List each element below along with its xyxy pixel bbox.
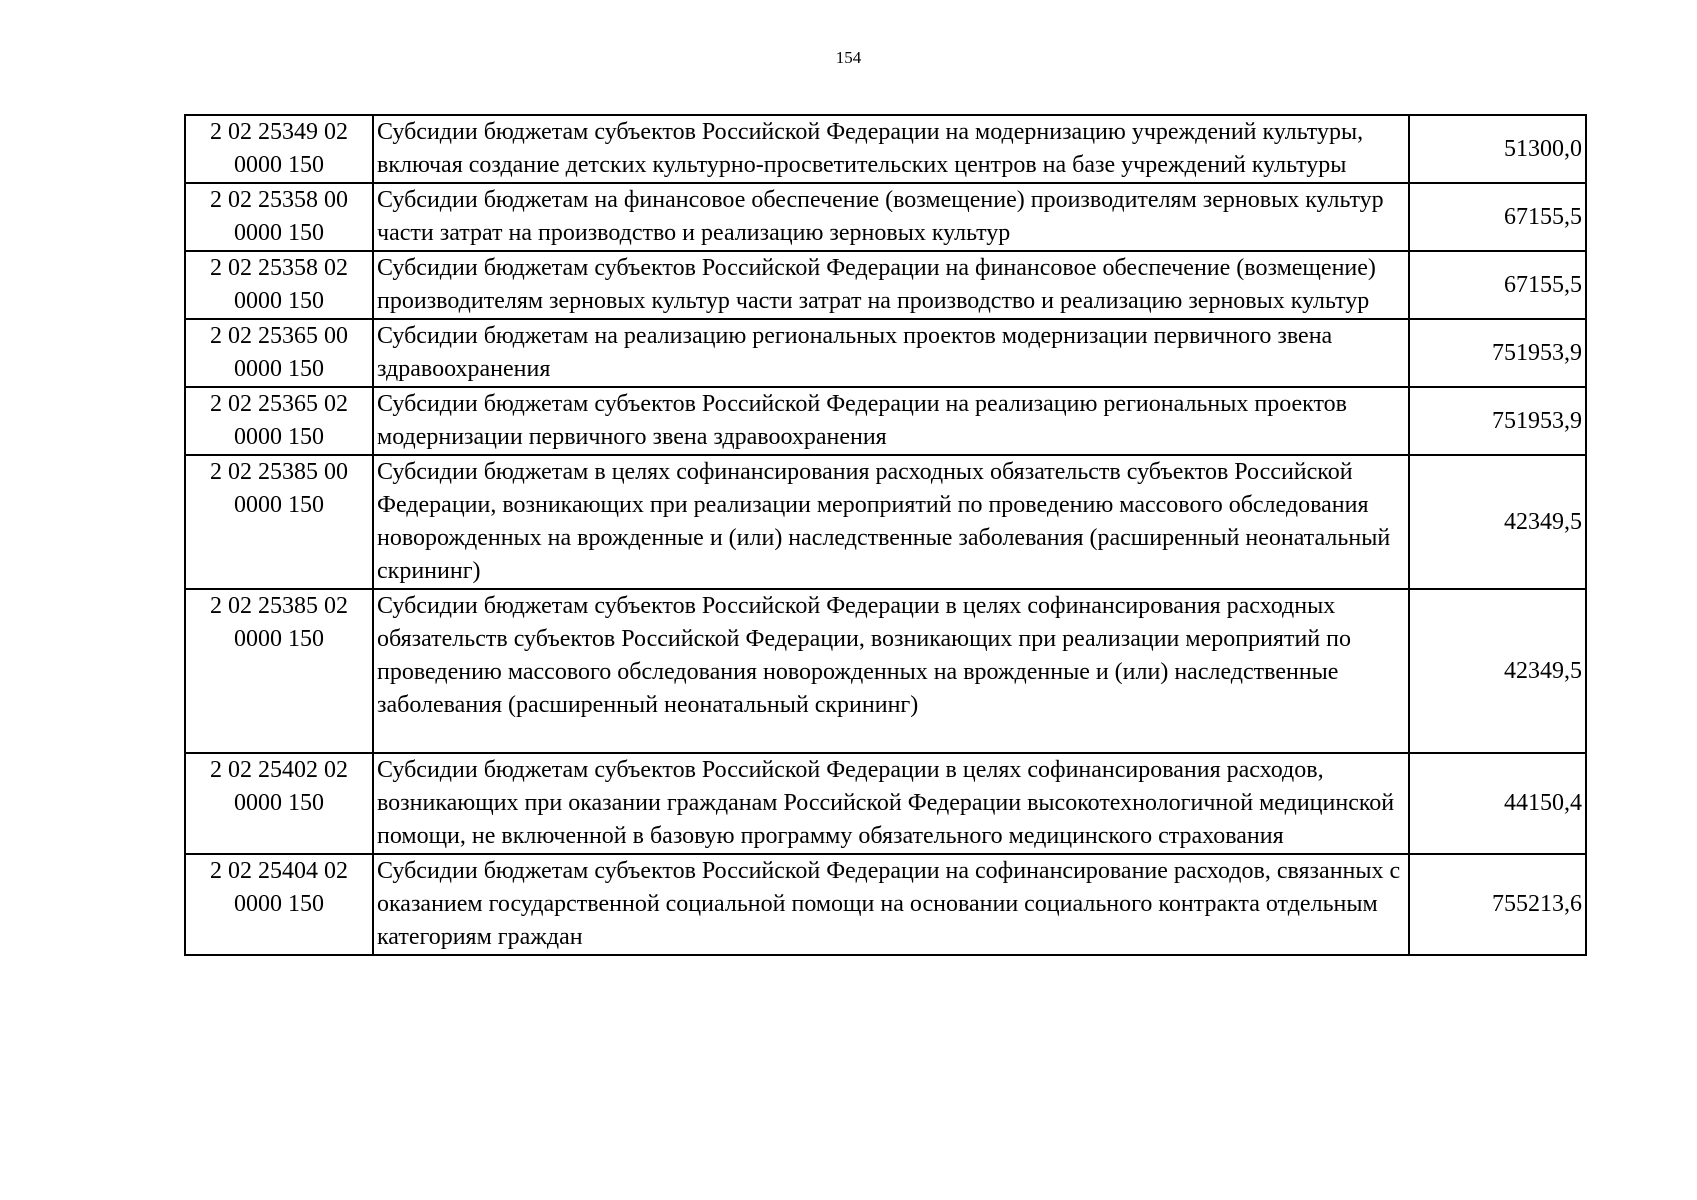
revenue-description: Субсидии бюджетам субъектов Российской Федерации на софинансирование расходов, связанных с оказанием государственной социальной помощи на основании социального контракта отдельным категориям граждан <box>373 854 1409 955</box>
revenue-code: 2 02 25349 02 0000 150 <box>185 115 373 183</box>
revenue-description: Субсидии бюджетам субъектов Российской Федерации на модернизацию учреждений культуры, включая создание детских культурно-просветительских центров на базе учреждений культуры <box>373 115 1409 183</box>
revenue-amount: 42349,5 <box>1409 589 1586 753</box>
revenue-code: 2 02 25404 02 0000 150 <box>185 854 373 955</box>
revenue-amount: 44150,4 <box>1409 753 1586 854</box>
table-row <box>185 753 1586 854</box>
revenue-code: 2 02 25365 00 0000 150 <box>185 319 373 387</box>
revenue-amount: 67155,5 <box>1409 183 1586 251</box>
table-row <box>185 455 1586 589</box>
revenue-code: 2 02 25402 02 0000 150 <box>185 753 373 854</box>
revenue-amount: 67155,5 <box>1409 251 1586 319</box>
budget-revenue-table <box>184 114 1587 956</box>
revenue-code: 2 02 25358 00 0000 150 <box>185 183 373 251</box>
revenue-code: 2 02 25365 02 0000 150 <box>185 387 373 455</box>
revenue-code: 2 02 25385 02 0000 150 <box>185 589 373 753</box>
revenue-code: 2 02 25358 02 0000 150 <box>185 251 373 319</box>
revenue-description: Субсидии бюджетам субъектов Российской Федерации в целях софинансирования расходов, возникающих при оказании гражданам Российской Федерации высокотехнологичной медицинской помощи, не включенной в базовую программу обязательного медицинского страхования <box>373 753 1409 854</box>
revenue-amount: 751953,9 <box>1409 319 1586 387</box>
revenue-description: Субсидии бюджетам субъектов Российской Федерации в целях софинансирования расходных обязательств субъектов Российской Федерации, возникающих при реализации мероприятий по проведению массового обследования новорожденных на врожденные и (или) наследственные заболевания (расширенный неонатальный скрининг) <box>373 589 1409 753</box>
table-row <box>185 115 1586 183</box>
revenue-description: Субсидии бюджетам на финансовое обеспечение (возмещение) производителям зерновых культур части затрат на производство и реализацию зерновых культур <box>373 183 1409 251</box>
revenue-description: Субсидии бюджетам субъектов Российской Федерации на реализацию региональных проектов модернизации первичного звена здравоохранения <box>373 387 1409 455</box>
revenue-code: 2 02 25385 00 0000 150 <box>185 455 373 589</box>
table-row <box>185 183 1586 251</box>
page-number: 154 <box>835 48 862 67</box>
revenue-amount: 755213,6 <box>1409 854 1586 955</box>
revenue-description: Субсидии бюджетам в целях софинансирования расходных обязательств субъектов Российской Федерации, возникающих при реализации мероприятий по проведению массового обследования новорожденных на врожденные и (или) наследственные заболевания (расширенный неонатальный скрининг) <box>373 455 1409 589</box>
revenue-description: Субсидии бюджетам субъектов Российской Федерации на финансовое обеспечение (возмещение) производителям зерновых культур части затрат на производство и реализацию зерновых культур <box>373 251 1409 319</box>
revenue-amount: 51300,0 <box>1409 115 1586 183</box>
table-row <box>185 319 1586 387</box>
table-row <box>185 589 1586 753</box>
revenue-amount: 751953,9 <box>1409 387 1586 455</box>
revenue-description: Субсидии бюджетам на реализацию региональных проектов модернизации первичного звена здравоохранения <box>373 319 1409 387</box>
revenue-amount: 42349,5 <box>1409 455 1586 589</box>
table-row <box>185 854 1586 955</box>
table-row <box>185 251 1586 319</box>
table-row <box>185 387 1586 455</box>
